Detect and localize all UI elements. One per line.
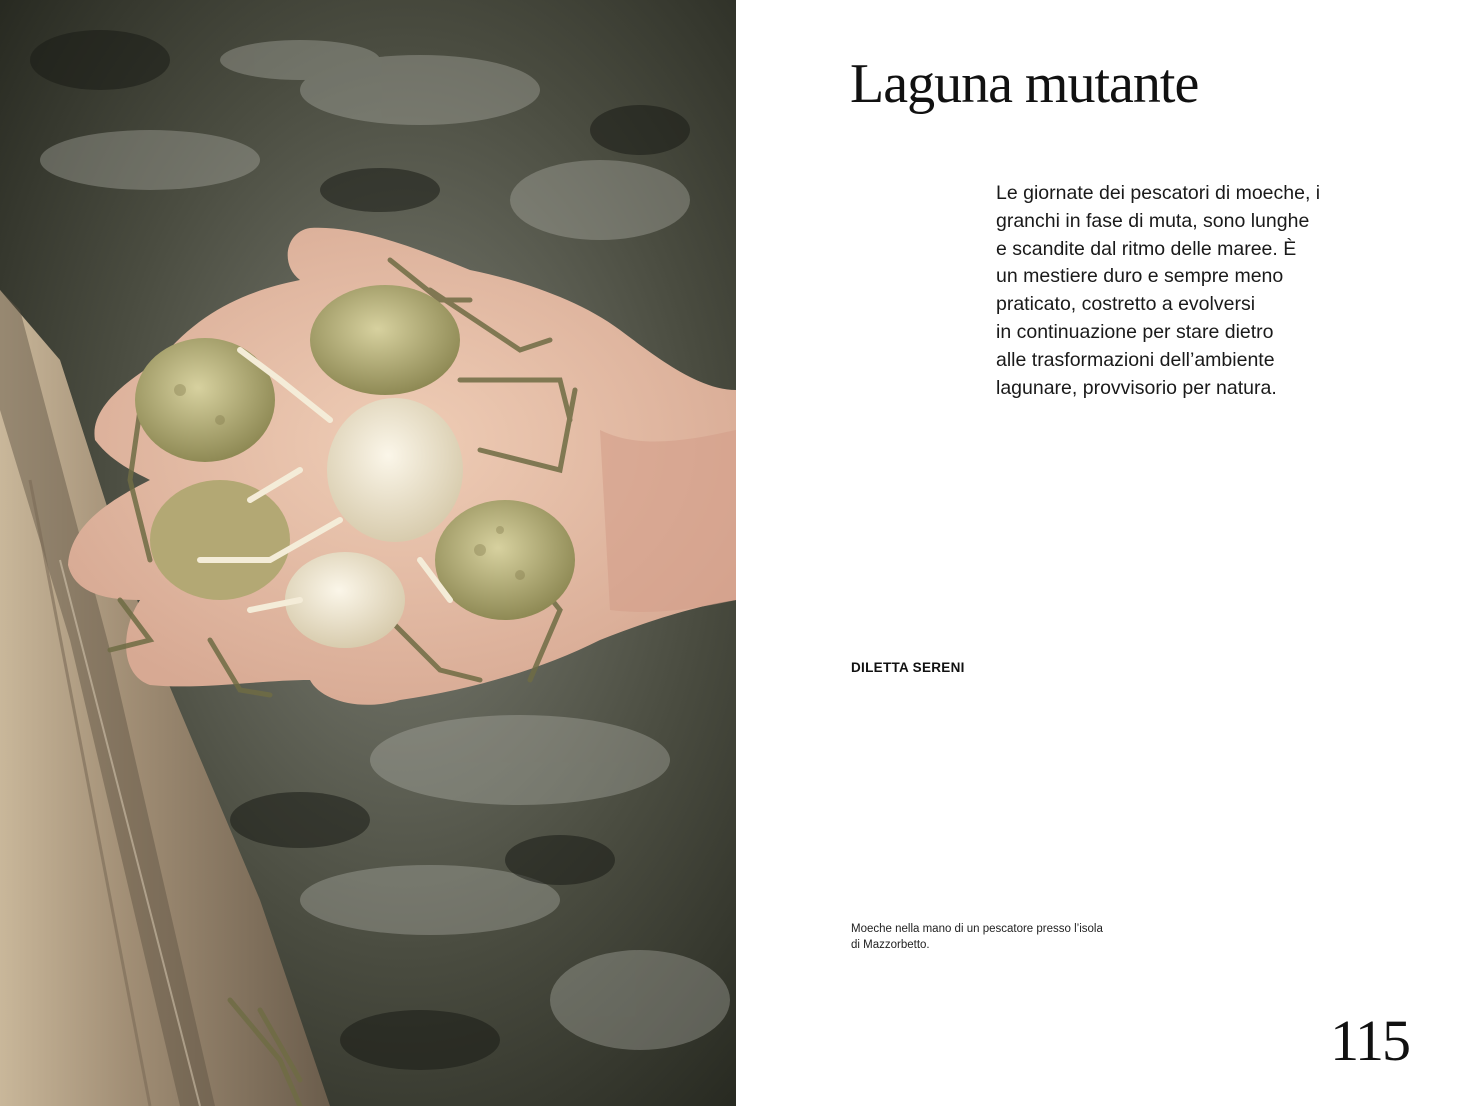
text-page [736,0,1475,1106]
article-title: Laguna mutante [850,53,1199,115]
crab-hand-photo [0,0,736,1106]
photo-illustration [0,0,736,1106]
author-byline: DILETTA SERENI [851,660,965,675]
photo-caption: Moeche nella mano di un pescatore presso l’isola di Mazzorbetto. [851,923,1103,951]
page-number: 115 [1330,1008,1409,1073]
article-lead: Le giornate dei pescatori di moeche, i granchi in fase di muta, sono lunghe e scandite dal ritmo delle maree. È un mestiere duro e sempre meno praticato, costretto a evolversi in continuazione per stare dietro alle trasformazioni dell’ambiente lagunare, provvisorio per natura. [996,182,1321,399]
